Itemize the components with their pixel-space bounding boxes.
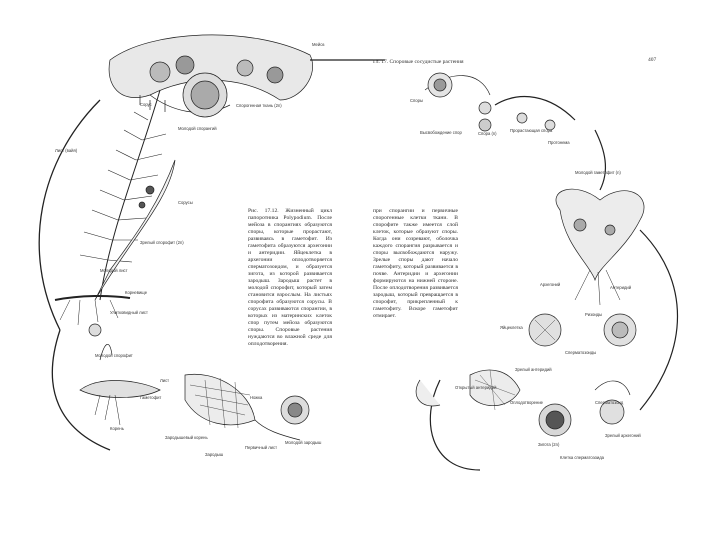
label-young-root: Зародышевый корень <box>165 435 208 440</box>
label-spores: Споры <box>410 98 423 103</box>
label-archegonium: Архегоний <box>540 282 561 287</box>
label-rhizome: Корневище <box>125 290 148 295</box>
label-root: Корень <box>110 426 124 431</box>
label-protonema: Протонема <box>548 140 570 145</box>
label-young-sporophyte: Молодой спорофит <box>95 353 133 358</box>
label-sperm-cell: Клетка сперматозоида <box>560 455 605 460</box>
right-caption <box>373 208 458 323</box>
label-meiosis: Мейоз <box>312 42 325 47</box>
label-mature-sporophyte: Зрелый спорофит (2n) <box>140 240 184 245</box>
label-antheridium: Антеридий <box>610 285 632 290</box>
label-mature-archegonium: Зрелый архегоний <box>605 433 641 438</box>
page-header-title: Гл. 17. Споровые сосудистые растения <box>373 59 464 65</box>
label-sori: Сорусы <box>178 200 193 205</box>
left-caption <box>248 208 332 353</box>
label-leaf-2: Лист <box>160 378 170 383</box>
label-sperm: Сперматозоиды <box>565 350 597 355</box>
label-foot: Ножка <box>250 395 263 400</box>
label-young-gametophyte: Молодой гаметофит (n) <box>575 170 621 175</box>
label-young-embryo: Молодой зародыш <box>285 440 322 445</box>
label-germinating-spore: Прорастающая спора <box>510 128 553 133</box>
page-number: 407 <box>648 57 657 63</box>
label-zygote: Зигота (2n) <box>538 442 560 447</box>
label-primary-leaf: Первичный лист <box>245 445 278 450</box>
label-mature-antheridium: Зрелый антеридий <box>515 367 552 372</box>
label-spores-release: Высвобождение спор <box>420 130 462 135</box>
label-leaf: Лист (вайя) <box>55 148 78 153</box>
label-sporogenous-tissue: Спорогенная ткань (2n) <box>236 103 282 108</box>
label-fertilization: Оплодотворение <box>510 400 543 405</box>
label-rhizoids: Ризоиды <box>585 312 603 317</box>
label-sorus: Сорус <box>140 102 152 107</box>
label-gametophyte: Гаметофит <box>140 395 162 400</box>
label-young-sporangium: Молодой спорангий <box>178 126 217 131</box>
label-embryo: Зародыш <box>205 452 224 457</box>
right-caption-text: при спорангии и первичные спорогенные клетки ткани. В спорофите также имеется слой клеток, которые образуют споры. Когда они созревают, оболочка каждого спорангия разрывается и споры высвобождаются наружу. Зрелые споры дают начало гаметофиту, который развивается в почве. Антеридии и архегонии формируются на нижней стороне. После оплодотворения развивается зародыш, который превращается в спорофит, прикрепленный к гаметофиту. Вскоре гаметофит отмирает. <box>373 208 458 319</box>
label-egg: Яйцеклетка <box>500 325 523 330</box>
label-spore-n: Спора (n) <box>478 131 497 136</box>
label-young-leaf: Молодой лист <box>100 268 128 273</box>
label-spermatozoid: Сперматозоид <box>595 400 624 405</box>
label-fiddlehead: Улитковидный лист <box>110 310 148 315</box>
label-open-antheridium: Открытый антеридий <box>455 385 497 390</box>
left-caption-text: Рис. 17.12. Жизненный цикл папоротника Polypodium. После мейоза в спорангиях образуются споры, которые прорастают, развиваясь в гаметофит. Из гаметофита образуются архегонии и антеридии. Яйцеклетка в архегонии оплодотворяется сперматозоидом, и образуется зигота, из которой развивается зародыш. Зародыш растет в молодой спорофит, который затем становится взрослым. На листьях спорофита образуются сорусы. В сорусах развиваются спорангии, в которых из материнских клеток спор путем мейоза образуются споры. Споровые растения нуждаются во влажной среде для оплодотворения. <box>248 208 332 347</box>
